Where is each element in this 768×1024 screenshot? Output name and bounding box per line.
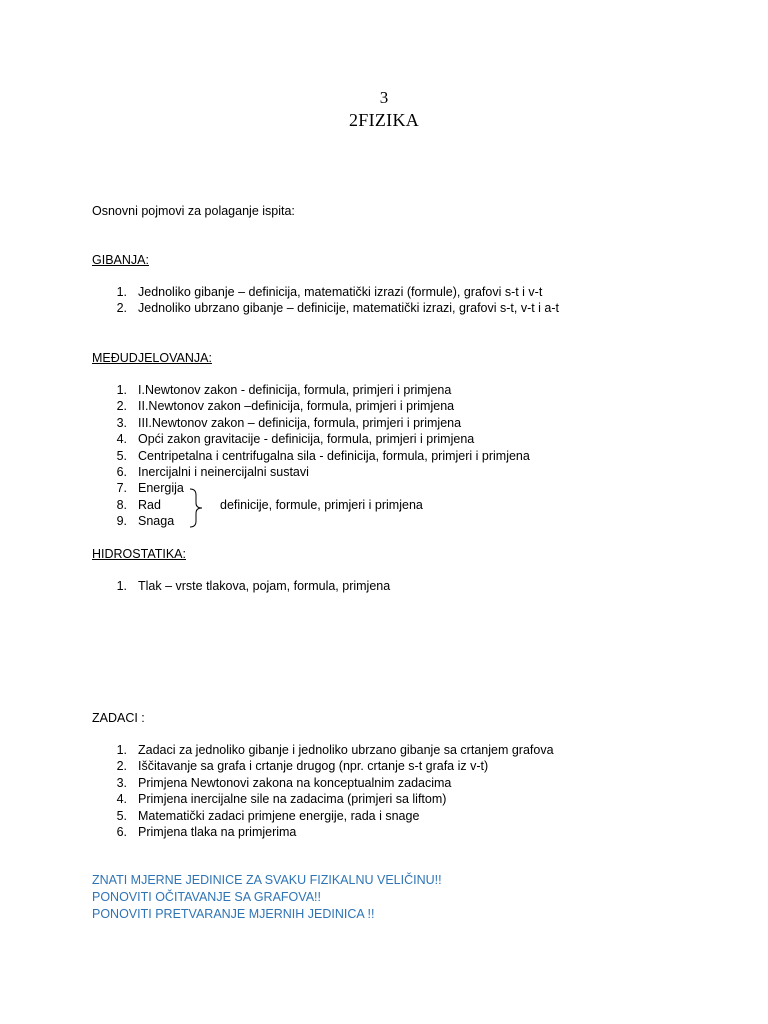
list-item-text: Opći zakon gravitacije - definicija, formula, primjeri i primjena	[138, 432, 475, 447]
list-item-number: 5.	[116, 448, 127, 463]
list-item-text: Jednoliko gibanje – definicija, matematički izrazi (formule), grafovi s-t i v-t	[138, 285, 543, 299]
list-item	[0, 808, 768, 824]
list-item	[0, 382, 768, 398]
list-item-number: 4.	[116, 432, 127, 447]
list-item	[0, 578, 768, 594]
list-item	[0, 742, 768, 758]
list-item	[0, 300, 768, 316]
document-title: 2FIZIKA	[348, 110, 420, 130]
list-item-text: Iščitavanje sa grafa i crtanje drugog (npr. crtanje s-t grafa iz v-t)	[138, 759, 489, 774]
section-heading-zadaci: ZADACI :	[92, 711, 145, 725]
list-item-text: Centripetalna i centrifugalna sila - definicija, formula, primjeri i primjena	[138, 448, 530, 463]
list-item-text: Inercijalni i neinercijalni sustavi	[138, 464, 309, 479]
list-item-number: 2.	[116, 399, 127, 414]
curly-brace-icon	[188, 488, 206, 528]
section-heading-hidrostatika: HIDROSTATIKA:	[92, 547, 186, 561]
list-item	[0, 775, 768, 791]
list-item-number: 6.	[116, 464, 127, 479]
intro-text: Osnovni pojmovi za polaganje ispita:	[92, 204, 295, 218]
note-line: ZNATI MJERNE JEDINICE ZA SVAKU FIZIKALNU VELIČINU!!	[92, 873, 442, 887]
section-heading-gibanja: GIBANJA:	[92, 253, 149, 267]
list-item-text: Primjena inercijalne sile na zadacima (primjeri sa liftom)	[138, 792, 447, 807]
list-item	[0, 431, 768, 447]
brace-note: definicije, formule, primjeri i primjena	[220, 498, 423, 512]
list-gibanja	[0, 284, 768, 317]
list-item-text: Primjena Newtonovi zakona na konceptualnim zadacima	[138, 775, 452, 790]
list-item-text: Zadaci za jednoliko gibanje i jednoliko ubrzano gibanje sa crtanjem grafova	[138, 743, 554, 757]
list-item	[0, 464, 768, 480]
list-item	[0, 513, 768, 529]
list-item	[0, 415, 768, 431]
list-item-text: II.Newtonov zakon –definicija, formula, primjeri i primjena	[138, 399, 455, 414]
section-heading-medudjelovanja: MEĐUDJELOVANJA:	[92, 351, 212, 365]
list-item-number: 6.	[116, 824, 127, 839]
list-item-text: Snaga	[138, 514, 175, 529]
list-item	[0, 448, 768, 464]
list-item-text: III.Newtonov zakon – definicija, formula, primjeri i primjena	[138, 415, 462, 430]
list-item-number: 3.	[116, 415, 127, 430]
list-zadaci	[0, 742, 768, 840]
list-item-number: 3.	[116, 775, 127, 790]
list-item-number: 1.	[116, 285, 127, 299]
list-item	[0, 284, 768, 300]
list-item	[0, 824, 768, 840]
list-item-text: Tlak – vrste tlakova, pojam, formula, primjena	[138, 579, 391, 593]
list-item	[0, 480, 768, 496]
list-item-text: Matematički zadaci primjene energije, rada i snage	[138, 808, 420, 823]
list-hidrostatika	[0, 578, 768, 594]
list-item-text: Primjena tlaka na primjerima	[138, 824, 297, 839]
note-line: PONOVITI OČITAVANJE SA GRAFOVA!!	[92, 890, 321, 904]
list-item-number: 1.	[116, 743, 127, 757]
page-number: 3	[379, 88, 389, 107]
list-item	[0, 398, 768, 414]
list-item-number: 8.	[116, 497, 127, 512]
list-item-number: 5.	[116, 808, 127, 823]
list-item-number: 2.	[116, 759, 127, 774]
list-item-text: Jednoliko ubrzano gibanje – definicije, matematički izrazi, grafovi s-t, v-t i a-t	[138, 301, 560, 316]
list-item-number: 1.	[116, 579, 127, 593]
list-item-text: Energija	[138, 481, 184, 496]
list-item-number: 7.	[116, 481, 127, 496]
list-item-text: I.Newtonov zakon - definicija, formula, primjeri i primjena	[138, 383, 452, 397]
list-item-text: Rad	[138, 497, 161, 512]
list-item-number: 2.	[116, 301, 127, 316]
note-line: PONOVITI PRETVARANJE MJERNIH JEDINICA !!	[92, 907, 375, 921]
list-item-number: 1.	[116, 383, 127, 397]
list-item-number: 9.	[116, 514, 127, 529]
list-item-number: 4.	[116, 792, 127, 807]
list-item	[0, 758, 768, 774]
list-item	[0, 791, 768, 807]
